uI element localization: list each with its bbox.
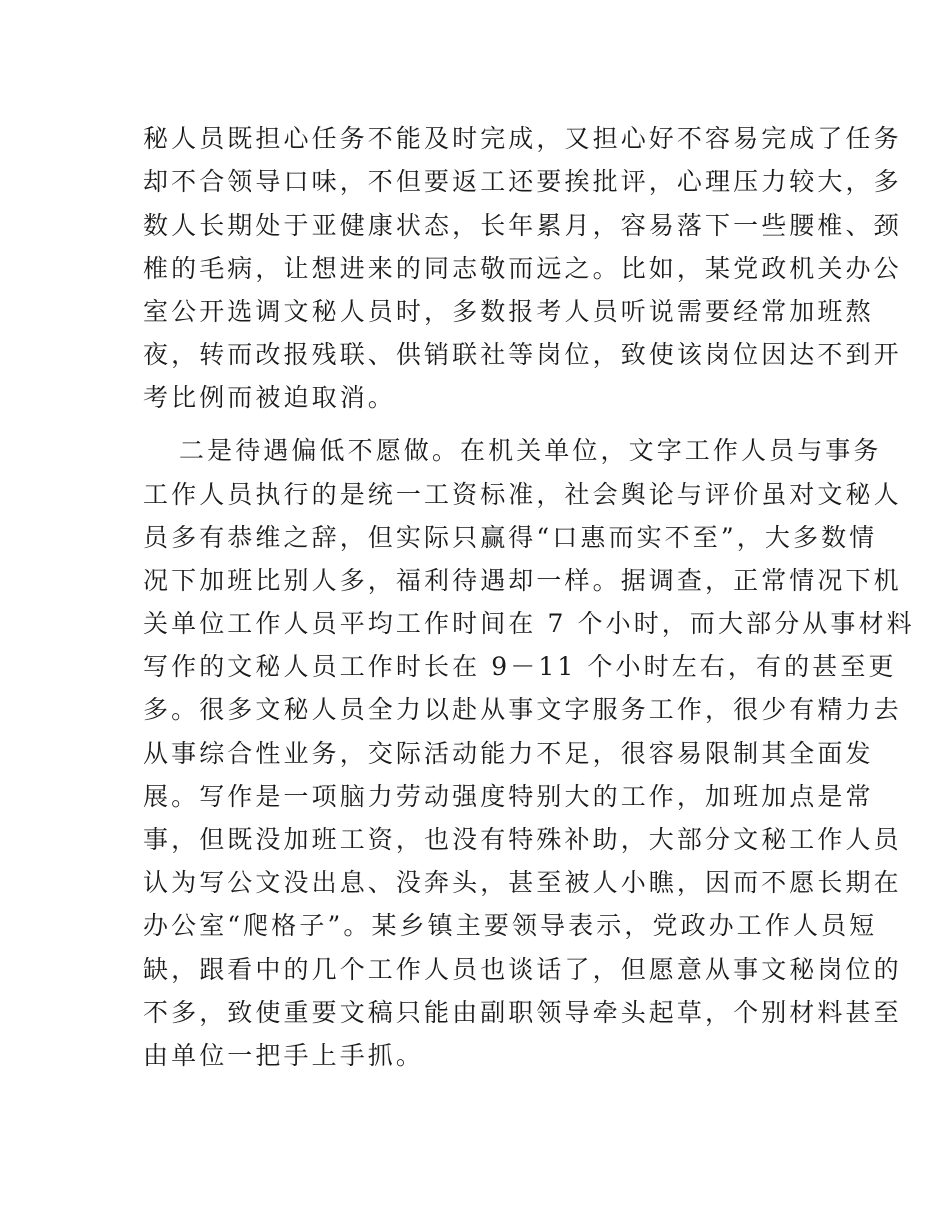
text-line: 展。写作是一项脑力劳动强度特别大的工作，加班加点是常 bbox=[143, 782, 874, 811]
text-line: 夜，转而改报残联、供销联社等岗位，致使该岗位因达不到开 bbox=[143, 340, 902, 369]
text-line: 员多有恭维之辞，但实际只赢得“口惠而实不至”，大多数情 bbox=[143, 523, 878, 552]
text-line: 况下加班比别人多，福利待遇却一样。据调查，正常情况下机 bbox=[143, 566, 902, 595]
text-line: 秘人员既担心任务不能及时完成，又担心好不容易完成了任务 bbox=[143, 124, 902, 153]
text-line: 从事综合性业务，交际活动能力不足，很容易限制其全面发 bbox=[143, 739, 874, 768]
text-line: 由单位一把手上手抓。 bbox=[143, 1041, 425, 1070]
text-line: 却不合领导口味，不但要返工还要挨批评，心理压力较大，多 bbox=[143, 167, 902, 196]
text-line: 关单位工作人员平均工作时间在 7 个小时，而大部分从事材料 bbox=[143, 609, 915, 638]
text-line: 办公室“爬格子”。某乡镇主要领导表示，党政办工作人员短 bbox=[143, 911, 878, 940]
text-line: 室公开选调文秘人员时，多数报考人员听说需要经常加班熬 bbox=[143, 297, 874, 326]
text-line: 考比例而被迫取消。 bbox=[143, 383, 396, 412]
text-line: 工作人员执行的是统一工资标准，社会舆论与评价虽对文秘人 bbox=[143, 480, 902, 509]
text-line: 缺，跟看中的几个工作人员也谈话了，但愿意从事文秘岗位的 bbox=[143, 955, 902, 984]
text-line: 事，但既没加班工资，也没有特殊补助，大部分文秘工作人员 bbox=[143, 825, 902, 854]
text-line: 认为写公文没出息、没奔头，甚至被人小瞧，因而不愿长期在 bbox=[143, 868, 902, 897]
text-line: 写作的文秘人员工作时长在 9－11 个小时左右，有的甚至更 bbox=[143, 652, 897, 681]
text-line: 不多，致使重要文稿只能由副职领导牵头起草，个别材料甚至 bbox=[143, 998, 902, 1027]
text-line: 椎的毛病，让想进来的同志敬而远之。比如，某党政机关办公 bbox=[143, 254, 902, 283]
text-line: 数人长期处于亚健康状态，长年累月，容易落下一些腰椎、颈 bbox=[143, 211, 902, 240]
paragraph-first-line: 二是待遇偏低不愿做。在机关单位，文字工作人员与事务 bbox=[179, 436, 882, 465]
text-line: 多。很多文秘人员全力以赴从事文字服务工作，很少有精力去 bbox=[143, 695, 902, 724]
